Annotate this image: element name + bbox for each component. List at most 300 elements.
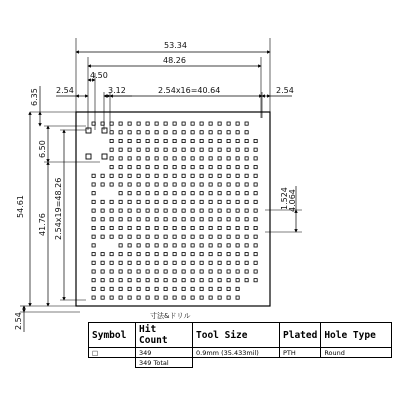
- drill-hole: [227, 279, 230, 282]
- drill-hole: [92, 209, 95, 212]
- drill-hole: [146, 218, 149, 221]
- drill-hole: [182, 218, 185, 221]
- drill-hole: [182, 131, 185, 134]
- drill-hole: [110, 287, 113, 290]
- drill-hole: [155, 287, 158, 290]
- drill-hole: [119, 226, 122, 229]
- drill-hole: [191, 253, 194, 256]
- drill-hole: [173, 209, 176, 212]
- drill-hole: [92, 279, 95, 282]
- drill-hole: [92, 226, 95, 229]
- drill-hole: [209, 270, 212, 273]
- drill-hole: [227, 261, 230, 264]
- reference-hole: [86, 154, 91, 159]
- drill-hole: [101, 296, 104, 299]
- drill-hole: [119, 200, 122, 203]
- drill-hole: [128, 253, 131, 256]
- drill-hole: [155, 218, 158, 221]
- drill-hole: [218, 209, 221, 212]
- drill-hole: [182, 166, 185, 169]
- drill-hole: [218, 157, 221, 160]
- drill-hole: [218, 253, 221, 256]
- drill-hole: [164, 139, 167, 142]
- drill-hole: [137, 279, 140, 282]
- drill-hole: [200, 287, 203, 290]
- drill-hole: [146, 192, 149, 195]
- drill-hole: [146, 131, 149, 134]
- drill-hole: [218, 148, 221, 151]
- drill-hole: [173, 279, 176, 282]
- drill-hole: [173, 183, 176, 186]
- drill-hole: [128, 200, 131, 203]
- drill-hole: [227, 174, 230, 177]
- drill-hole: [191, 209, 194, 212]
- drill-hole: [101, 226, 104, 229]
- drill-hole: [254, 148, 257, 151]
- dim-overall-width: 53.34: [164, 41, 187, 50]
- drill-hole: [137, 209, 140, 212]
- drill-hole: [137, 192, 140, 195]
- drill-hole: [110, 148, 113, 151]
- drill-hole: [155, 235, 158, 238]
- drill-hole: [218, 183, 221, 186]
- drill-hole: [173, 166, 176, 169]
- drill-hole: [155, 296, 158, 299]
- drill-hole: [191, 200, 194, 203]
- drill-hole: [164, 166, 167, 169]
- drill-hole: [110, 235, 113, 238]
- drill-hole: [200, 209, 203, 212]
- drill-hole: [164, 270, 167, 273]
- drill-hole: [227, 183, 230, 186]
- drill-hole: [182, 226, 185, 229]
- drill-hole: [200, 218, 203, 221]
- drill-hole: [245, 148, 248, 151]
- drill-hole: [164, 244, 167, 247]
- drill-hole: [146, 279, 149, 282]
- drill-hole: [137, 218, 140, 221]
- drill-hole: [245, 192, 248, 195]
- drill-hole: [218, 131, 221, 134]
- drill-hole: [173, 131, 176, 134]
- drill-hole: [110, 226, 113, 229]
- drill-hole: [227, 139, 230, 142]
- drill-hole: [119, 148, 122, 151]
- drill-hole: [173, 244, 176, 247]
- drill-hole: [182, 200, 185, 203]
- drill-hole: [137, 131, 140, 134]
- drill-hole: [245, 253, 248, 256]
- drill-hole: [119, 192, 122, 195]
- reference-hole: [102, 154, 107, 159]
- drill-hole: [92, 218, 95, 221]
- drill-hole: [200, 148, 203, 151]
- drill-hole: [137, 139, 140, 142]
- drill-hole: [218, 235, 221, 238]
- drill-hole: [245, 166, 248, 169]
- drill-hole: [173, 192, 176, 195]
- drill-hole: [119, 235, 122, 238]
- drill-hole: [236, 244, 239, 247]
- drill-hole: [182, 174, 185, 177]
- hole-grid: [86, 122, 257, 299]
- drill-hole: [227, 148, 230, 151]
- drill-hole: [227, 131, 230, 134]
- drill-hole: [182, 139, 185, 142]
- drill-hole: [155, 261, 158, 264]
- drill-hole: [101, 261, 104, 264]
- drill-hole: [155, 192, 158, 195]
- drill-hole: [155, 148, 158, 151]
- drill-hole: [128, 148, 131, 151]
- drill-hole: [200, 166, 203, 169]
- drill-hole: [227, 270, 230, 273]
- drill-hole: [254, 261, 257, 264]
- dim-overall-height: 54.61: [16, 195, 25, 218]
- drill-hole: [128, 270, 131, 273]
- drill-hole: [146, 157, 149, 160]
- drill-hole: [92, 200, 95, 203]
- drill-hole: [191, 174, 194, 177]
- drill-hole: [164, 287, 167, 290]
- drill-hole: [236, 270, 239, 273]
- drill-hole: [200, 226, 203, 229]
- drill-hole: [191, 192, 194, 195]
- drill-hole: [218, 174, 221, 177]
- drill-hole: [245, 157, 248, 160]
- drill-hole: [191, 235, 194, 238]
- drill-hole: [119, 270, 122, 273]
- drill-hole: [236, 253, 239, 256]
- drill-hole: [191, 131, 194, 134]
- drill-hole: [254, 253, 257, 256]
- dim-left-margin: 2.54: [56, 86, 74, 95]
- drill-hole: [200, 174, 203, 177]
- drill-hole: [236, 200, 239, 203]
- drill-hole: [128, 209, 131, 212]
- drill-hole: [254, 270, 257, 273]
- drill-hole: [146, 200, 149, 203]
- drill-hole: [182, 261, 185, 264]
- cell-empty: [280, 358, 321, 368]
- drill-hole: [200, 270, 203, 273]
- drill-hole: [182, 270, 185, 273]
- drill-hole: [101, 253, 104, 256]
- drill-hole: [236, 261, 239, 264]
- reference-hole: [86, 128, 91, 133]
- dim-array-width: 2.54x16=40.64: [158, 86, 221, 95]
- drill-hole: [254, 244, 257, 247]
- drill-hole: [218, 200, 221, 203]
- dim-col-offset: 4.50: [90, 71, 108, 80]
- drill-hole: [218, 287, 221, 290]
- drill-hole: [245, 139, 248, 142]
- drill-hole: [227, 296, 230, 299]
- header-plated: Plated: [280, 323, 321, 348]
- drill-hole: [128, 296, 131, 299]
- drill-hole: [254, 209, 257, 212]
- drill-hole: [182, 296, 185, 299]
- drill-hole: [245, 122, 248, 125]
- drill-hole: [227, 235, 230, 238]
- drill-hole: [155, 209, 158, 212]
- drill-hole: [200, 139, 203, 142]
- drill-hole: [209, 139, 212, 142]
- drill-hole: [137, 122, 140, 125]
- drill-hole: [146, 166, 149, 169]
- drill-hole: [200, 131, 203, 134]
- drill-hole: [110, 279, 113, 282]
- drill-hole: [254, 139, 257, 142]
- drill-hole: [254, 183, 257, 186]
- drill-hole: [254, 166, 257, 169]
- drill-hole: [119, 253, 122, 256]
- drill-hole: [191, 183, 194, 186]
- drill-hole: [191, 148, 194, 151]
- drill-hole: [200, 235, 203, 238]
- drill-hole: [182, 157, 185, 160]
- drill-hole: [200, 261, 203, 264]
- drill-hole: [182, 287, 185, 290]
- drill-hole: [173, 261, 176, 264]
- drill-hole: [137, 244, 140, 247]
- drill-hole: [191, 287, 194, 290]
- dim-small-gap-a: 1.524: [280, 187, 289, 210]
- drill-hole: [155, 131, 158, 134]
- header-hole-type: Hole Type: [321, 323, 392, 348]
- drill-hole: [191, 226, 194, 229]
- drill-hole: [146, 296, 149, 299]
- drill-hole: [245, 270, 248, 273]
- drill-hole: [128, 131, 131, 134]
- drill-hole: [182, 279, 185, 282]
- drill-hole: [92, 183, 95, 186]
- drill-hole: [173, 253, 176, 256]
- drill-hole: [245, 218, 248, 221]
- drill-hole: [164, 253, 167, 256]
- drill-hole: [92, 296, 95, 299]
- drill-hole: [209, 183, 212, 186]
- drill-hole: [173, 157, 176, 160]
- drill-hole: [119, 174, 122, 177]
- drill-hole: [164, 183, 167, 186]
- drill-hole: [128, 235, 131, 238]
- drill-hole: [200, 253, 203, 256]
- drill-hole: [92, 244, 95, 247]
- cell-symbol: [89, 358, 136, 368]
- drill-hole: [128, 218, 131, 221]
- drill-hole: [236, 279, 239, 282]
- drill-hole: [245, 226, 248, 229]
- dim-row-offset: 6.50: [38, 140, 47, 158]
- table-row: [89, 348, 392, 358]
- drill-hole: [209, 235, 212, 238]
- drill-hole: [110, 200, 113, 203]
- drill-hole: [254, 157, 257, 160]
- drill-hole: [146, 287, 149, 290]
- drill-hole: [173, 270, 176, 273]
- drill-hole: [200, 192, 203, 195]
- drill-hole: [200, 244, 203, 247]
- drill-hole: [164, 122, 167, 125]
- drill-hole: [92, 174, 95, 177]
- cell-empty: [193, 358, 280, 368]
- drill-hole: [146, 270, 149, 273]
- drill-hole: [146, 139, 149, 142]
- drill-hole: [236, 131, 239, 134]
- drill-hole: [137, 174, 140, 177]
- drill-hole: [164, 261, 167, 264]
- drill-hole: [119, 131, 122, 134]
- drill-hole: [191, 261, 194, 264]
- drill-hole: [200, 122, 203, 125]
- dim-small-gap-b: 4.064: [288, 189, 297, 212]
- drill-hole: [173, 174, 176, 177]
- drill-hole: [245, 261, 248, 264]
- drill-hole: [119, 166, 122, 169]
- drill-hole: [155, 270, 158, 273]
- drill-hole: [254, 200, 257, 203]
- drill-hole: [128, 166, 131, 169]
- drill-hole: [254, 235, 257, 238]
- drill-hole: [101, 218, 104, 221]
- drill-hole: [164, 209, 167, 212]
- drill-hole: [227, 218, 230, 221]
- drill-hole: [164, 226, 167, 229]
- drill-hole: [101, 287, 104, 290]
- drill-hole: [173, 296, 176, 299]
- drill-hole: [101, 209, 104, 212]
- drill-hole: [137, 270, 140, 273]
- drill-hole: [110, 166, 113, 169]
- drill-hole: [209, 166, 212, 169]
- drill-hole: [128, 287, 131, 290]
- drill-hole: [110, 139, 113, 142]
- drill-hole: [128, 226, 131, 229]
- drill-hole: [137, 287, 140, 290]
- drill-hole: [245, 235, 248, 238]
- drill-hole: [209, 296, 212, 299]
- drill-hole: [245, 131, 248, 134]
- drill-hole: [227, 244, 230, 247]
- drill-hole: [155, 244, 158, 247]
- drill-hole: [92, 287, 95, 290]
- drill-hole: [137, 296, 140, 299]
- drill-hole: [200, 200, 203, 203]
- drill-hole: [164, 192, 167, 195]
- drill-hole: [146, 235, 149, 238]
- drill-hole: [227, 122, 230, 125]
- drill-hole: [128, 174, 131, 177]
- drill-hole: [146, 174, 149, 177]
- drill-hole: [137, 166, 140, 169]
- drill-hole: [164, 279, 167, 282]
- drill-hole: [155, 122, 158, 125]
- drill-hole: [182, 122, 185, 125]
- drill-hole: [236, 183, 239, 186]
- drill-hole: [191, 122, 194, 125]
- drill-hole: [236, 209, 239, 212]
- drill-hole: [254, 279, 257, 282]
- drill-hole: [146, 209, 149, 212]
- drill-hole: [110, 270, 113, 273]
- cell-plated: PTH: [280, 348, 321, 358]
- drill-hole: [155, 253, 158, 256]
- drill-hole: [137, 261, 140, 264]
- drill-hole: [119, 122, 122, 125]
- extension-lines: [20, 38, 302, 312]
- header-tool-size: Tool Size: [193, 323, 280, 348]
- cell-total: 349 Total: [136, 358, 193, 368]
- drill-hole: [182, 209, 185, 212]
- drill-hole: [146, 148, 149, 151]
- drill-hole: [101, 174, 104, 177]
- drill-hole: [236, 226, 239, 229]
- drill-hole: [236, 148, 239, 151]
- drill-hole: [209, 174, 212, 177]
- drill-hole: [200, 279, 203, 282]
- drill-hole: [155, 174, 158, 177]
- drill-hole: [209, 131, 212, 134]
- drill-hole: [227, 209, 230, 212]
- drill-hole: [191, 296, 194, 299]
- drill-hole: [227, 200, 230, 203]
- drill-hole: [236, 296, 239, 299]
- drill-hole: [110, 261, 113, 264]
- drill-hole: [254, 226, 257, 229]
- drill-hole: [146, 261, 149, 264]
- drill-hole: [128, 183, 131, 186]
- drill-hole: [236, 218, 239, 221]
- drill-hole: [164, 218, 167, 221]
- drill-hole: [182, 244, 185, 247]
- drill-hole: [128, 244, 131, 247]
- drill-hole: [218, 296, 221, 299]
- drill-hole: [236, 166, 239, 169]
- drill-hole: [245, 209, 248, 212]
- drill-hole: [182, 253, 185, 256]
- drill-hole: [164, 131, 167, 134]
- drill-table: [88, 322, 392, 368]
- drill-hole: [236, 287, 239, 290]
- drill-hole: [155, 200, 158, 203]
- table-row: [89, 358, 392, 368]
- drill-hole: [209, 253, 212, 256]
- drill-hole: [119, 279, 122, 282]
- drill-hole: [164, 200, 167, 203]
- drill-hole: [209, 218, 212, 221]
- table-caption: 寸法&ドリル: [150, 312, 191, 320]
- drill-hole: [92, 261, 95, 264]
- drill-hole: [209, 148, 212, 151]
- drill-hole: [146, 122, 149, 125]
- drill-hole: [218, 270, 221, 273]
- reference-hole: [102, 128, 107, 133]
- drill-hole: [155, 157, 158, 160]
- drill-hole: [173, 148, 176, 151]
- drill-hole: [119, 296, 122, 299]
- drill-hole: [101, 279, 104, 282]
- drill-hole: [182, 148, 185, 151]
- drill-hole: [227, 192, 230, 195]
- drill-hole: [137, 200, 140, 203]
- drill-hole: [101, 183, 104, 186]
- drill-hole: [236, 122, 239, 125]
- drill-hole: [128, 139, 131, 142]
- drill-hole: [92, 235, 95, 238]
- header-symbol: Symbol: [89, 323, 136, 348]
- drill-hole: [182, 183, 185, 186]
